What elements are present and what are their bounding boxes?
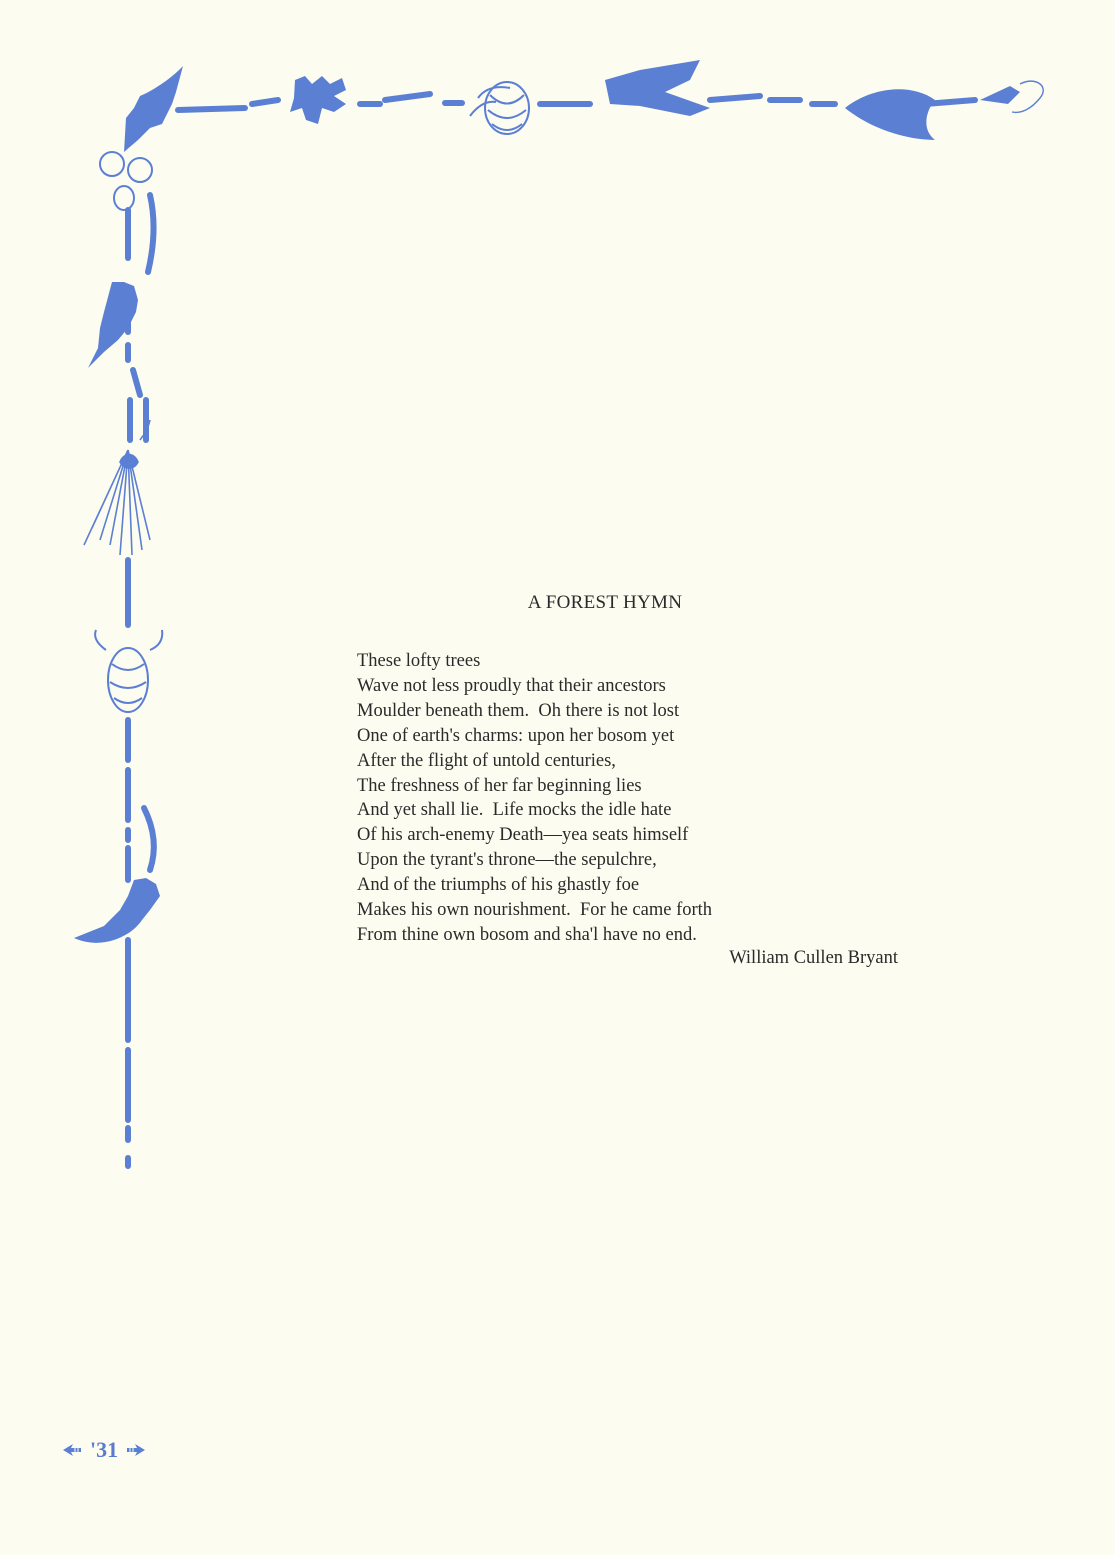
poem-line: Of his arch-enemy Death—yea seats himself [357, 825, 689, 846]
poem-line: From thine own bosom and sha'l have no end. [357, 924, 697, 945]
oak-leaf-icon [290, 76, 346, 124]
pinecone-icon [95, 630, 162, 712]
year-label: '31 [90, 1437, 119, 1462]
acorn-icon [100, 152, 152, 210]
holly-leaf-icon [124, 66, 183, 152]
poem-body [357, 649, 917, 948]
poem-line: Moulder beneath them. Oh there is not lost [357, 700, 680, 721]
poem-line: And of the triumphs of his ghastly foe [357, 875, 640, 896]
poem-line: These lofty trees [357, 651, 481, 671]
arrow-right-ornament-icon [126, 1443, 146, 1457]
pinecone-icon [470, 82, 529, 134]
arrow-left-ornament-icon [62, 1443, 82, 1457]
poem-line: The freshness of her far beginning lies [357, 775, 642, 796]
holly-leaf-icon [74, 878, 160, 943]
leaf-icon [845, 89, 935, 140]
poem-line: After the flight of untold centuries, [357, 750, 616, 771]
poem-title: A FOREST HYMN [527, 592, 683, 613]
poem-line: And yet shall lie. Life mocks the idle hate [357, 800, 672, 821]
page-footer [62, 1437, 146, 1463]
tendril-icon [1012, 81, 1043, 112]
bud-icon [980, 86, 1020, 104]
poem-line: Wave not less proudly that their ancestors [357, 675, 666, 696]
poem-line: One of earth's charms: upon her bosom yet [357, 725, 675, 746]
leaf-cluster-icon [605, 60, 710, 116]
poem-author: William Cullen Bryant [729, 948, 898, 968]
left-border-line [128, 195, 154, 1166]
pine-needles-icon [84, 420, 150, 555]
poem-line: Makes his own nourishment. For he came forth [357, 900, 713, 921]
poem-line: Upon the tyrant's throne—the sepulchre, [357, 850, 657, 871]
